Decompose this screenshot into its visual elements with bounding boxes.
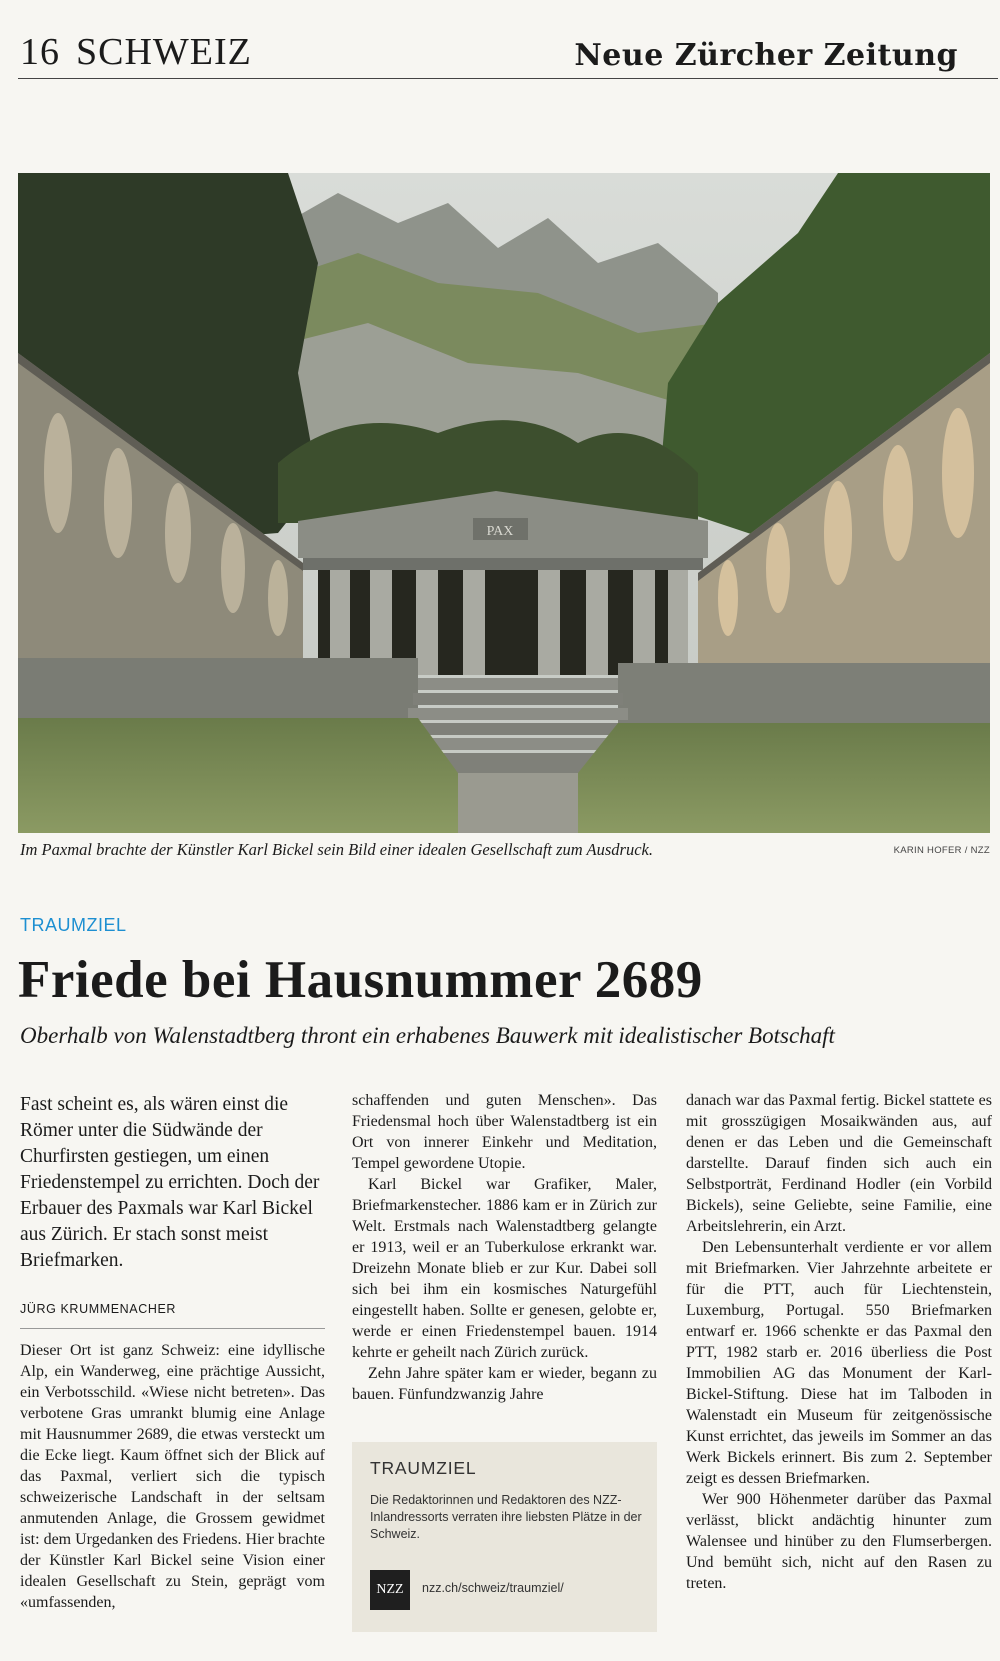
paxmal-photo — [18, 173, 990, 833]
newspaper-logo: Neue Zürcher Zeitung — [574, 38, 958, 73]
masthead — [18, 28, 998, 79]
body-paragraph: Dieser Ort ist ganz Schweiz: eine idyllische Alp, ein Wanderweg, eine prächtige Aussicht, ein Verbotsschild. «Wiese nicht betreten». Das verbotene Gras umrankt blumig eine Anlage mit Hausnummer 2689, die etwas versteckt um die Ecke liegt. Kaum öffnet sich der Blick auf das Paxmal, verliert sich die typisch schweizerische Landschaft in der seltsam anmutenden Anlage, die Grossem gewidmet ist: dem Urgedanken des Friedens. Hier brachte der Künstler Karl Bickel seine Vision einer idealen Gesellschaft zu Stein, geprägt vom «umfassenden, — [20, 1342, 325, 1611]
body-column-3 — [686, 1090, 992, 1594]
left-terrace-wall — [18, 658, 418, 718]
body-paragraph: Zehn Jahre später kam er wieder, begann zu bauen. Fünfundzwanzig Jahre — [352, 1365, 657, 1403]
infobox-text: Die Redaktorinnen und Redaktoren des NZZ-Inlandressorts verraten ihre liebsten Plätze in der Schweiz. — [370, 1493, 642, 1541]
temple-inscription: PAX — [486, 524, 514, 539]
right-meadow — [578, 723, 990, 833]
photo-caption: Im Paxmal brachte der Künstler Karl Bickel sein Bild einer idealen Gesellschaft zum Ausdruck. — [20, 840, 653, 859]
right-terrace-wall — [618, 663, 990, 723]
subheadline: Oberhalb von Walenstadtberg thront ein erhabenes Bauwerk mit idealistischer Botschaft — [20, 1023, 835, 1048]
page-number: 16 — [20, 31, 60, 73]
nzz-logo-icon: NZZ — [370, 1570, 410, 1610]
paxmal-temple — [298, 491, 708, 675]
body-column-2 — [352, 1090, 657, 1405]
body-paragraph: Karl Bickel war Grafiker, Maler, Briefmarkenstecher. 1886 kam er in Zürich zur Welt. Erstmals nach Walenstadtberg gelangte er 1913, weil er an Tuberkulose erkrankt war. Dreizehn Monate blieb er zur Kur. Dabei soll sich bei ihm ein kosmisches Naturgefühl eingestellt haben. Sollte er genesen, gelobte er, werde er einen Friedenstempel bauen. 1914 kehrte er geheilt nach Zürich zurück. — [352, 1176, 657, 1361]
article-kicker: TRAUMZIEL — [20, 915, 127, 935]
left-meadow — [18, 718, 458, 833]
infobox-link[interactable]: nzz.ch/schweiz/traumziel/ — [422, 1581, 564, 1595]
body-column-1 — [20, 1340, 325, 1613]
author-byline: JÜRG KRUMMENACHER — [20, 1302, 177, 1316]
paxmal-illustration — [18, 173, 990, 833]
path — [458, 773, 578, 833]
section-title: SCHWEIZ — [76, 31, 252, 73]
body-paragraph: schaffenden und guten Menschen». Das Friedensmal hoch über Walenstadtberg ist ein Ort von innerer Einkehr und Meditation, Tempel gewordene Utopie. — [352, 1092, 657, 1172]
byline-divider — [20, 1328, 325, 1329]
traumziel-infobox — [352, 1442, 657, 1632]
body-paragraph: danach war das Paxmal fertig. Bickel stattete es mit grosszügigen Mosaikwänden aus, auf denen er das Leben und die Gemeinschaft darstellte. Darauf finden sich auch ein Selbstporträt, Ferdinand Hodler (ein Vorbild Bickels), seine Geliebte, seine Familie, eine Arbeitslehrerin, ein Arzt. — [686, 1092, 992, 1235]
headline: Friede bei Hausnummer 2689 — [18, 951, 703, 1009]
photo-credit: KARIN HOFER / NZZ — [893, 845, 990, 856]
body-paragraph: Den Lebensunterhalt verdiente er vor allem mit Briefmarken. Vier Jahrzehnte arbeitete er für die PTT, auch für Liechtenstein, Luxemburg, Portugal. 550 Briefmarken entwarf er. 1966 schenkte er das Paxmal den PTT, 1982 starb er. 2016 überliess die Post Immobilien AG das Monument der Karl-Bickel-Stiftung. Diese hat im Talboden in Walenstadt ein Museum für zeitgenössische Kunst errichtet, das jeweils im Sommer an das Werk Bickels erinnert. Bis zum 2. September zeigt es dessen Briefmarken. — [686, 1239, 992, 1487]
lead-paragraph: Fast scheint es, als wären einst die Römer unter die Südwände der Churfirsten gestiegen, um einen Friedenstempel zu errichten. Doch der Erbauer des Paxmals war Karl Bickel aus Zürich. Er stach sonst meist Briefmarken. — [20, 1094, 320, 1271]
infobox-title: TRAUMZIEL — [370, 1458, 477, 1478]
body-paragraph: Wer 900 Höhenmeter darüber das Paxmal verlässt, blickt andächtig hinunter zum Walensee und hinüber zu den Flumserbergen. Und bemüht sich, nicht auf den Rasen zu treten. — [686, 1491, 992, 1592]
